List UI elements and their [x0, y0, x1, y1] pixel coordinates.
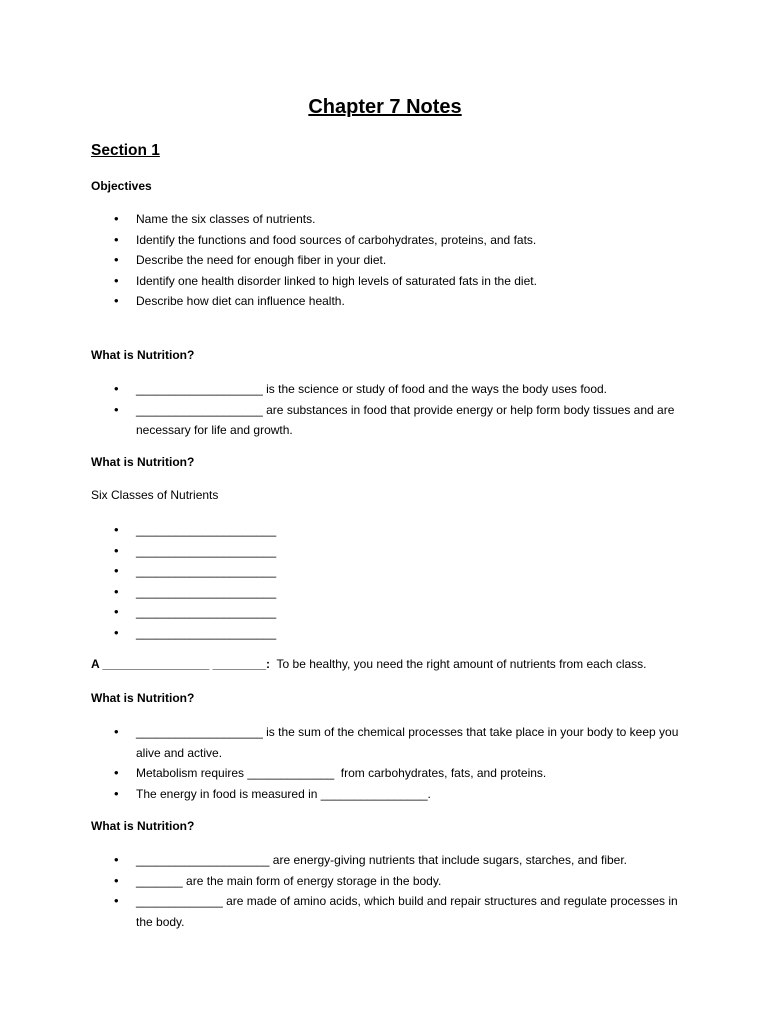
list-item: • _______ are the main form of energy storage in the body. — [0, 871, 770, 892]
list-item: • The energy in food is measured in ________________. — [0, 784, 770, 805]
section-heading: Section 1 — [91, 142, 160, 159]
list-item: • ___________________ is the science or study of food and the ways the body uses food. — [0, 379, 770, 400]
nutrition-list-1 — [0, 379, 770, 441]
list-item: • Describe how diet can influence health. — [0, 291, 770, 312]
a-line-text: To be healthy, you need the right amount of nutrients from each class. — [270, 657, 647, 671]
objectives-heading: Objectives — [91, 179, 152, 193]
nutrient-classes-list — [0, 520, 770, 643]
page-title: Chapter 7 Notes — [308, 96, 462, 118]
a-line-blank: A ________________ ________: — [91, 657, 271, 671]
list-item: • Name the six classes of nutrients. — [0, 209, 770, 230]
list-item: • ___________________ is the sum of the chemical processes that take place in your body to keep you alive and active. — [0, 722, 770, 763]
six-classes-label: Six Classes of Nutrients — [91, 488, 219, 502]
list-item: • _____________________ — [0, 582, 770, 603]
objectives-list — [0, 209, 770, 312]
list-item: • _____________________ — [0, 561, 770, 582]
list-item: • Metabolism requires _____________ from carbohydrates, fats, and proteins. — [0, 763, 770, 784]
list-item: • Describe the need for enough fiber in your diet. — [0, 250, 770, 271]
list-item: • ____________________ are energy-giving nutrients that include sugars, starches, and fiber. — [0, 850, 770, 871]
list-item: • _____________________ — [0, 541, 770, 562]
list-item: • Identify one health disorder linked to high levels of saturated fats in the diet. — [0, 271, 770, 292]
list-item: • _____________ are made of amino acids, which build and repair structures and regulate processes in the body. — [0, 891, 770, 932]
balanced-diet-line — [91, 657, 647, 671]
list-item: • _____________________ — [0, 623, 770, 644]
nutrition-heading-1: What is Nutrition? — [91, 348, 195, 362]
list-item: • _____________________ — [0, 602, 770, 623]
nutrition-list-3 — [0, 722, 770, 804]
nutrition-heading-3: What is Nutrition? — [91, 691, 195, 705]
list-item: • Identify the functions and food sources of carbohydrates, proteins, and fats. — [0, 230, 770, 251]
nutrition-heading-2: What is Nutrition? — [91, 455, 195, 469]
nutrition-list-4 — [0, 850, 770, 932]
list-item: • ___________________ are substances in food that provide energy or help form body tissues and are necessary for life and growth. — [0, 400, 770, 441]
list-item: • _____________________ — [0, 520, 770, 541]
nutrition-heading-4: What is Nutrition? — [91, 819, 195, 833]
